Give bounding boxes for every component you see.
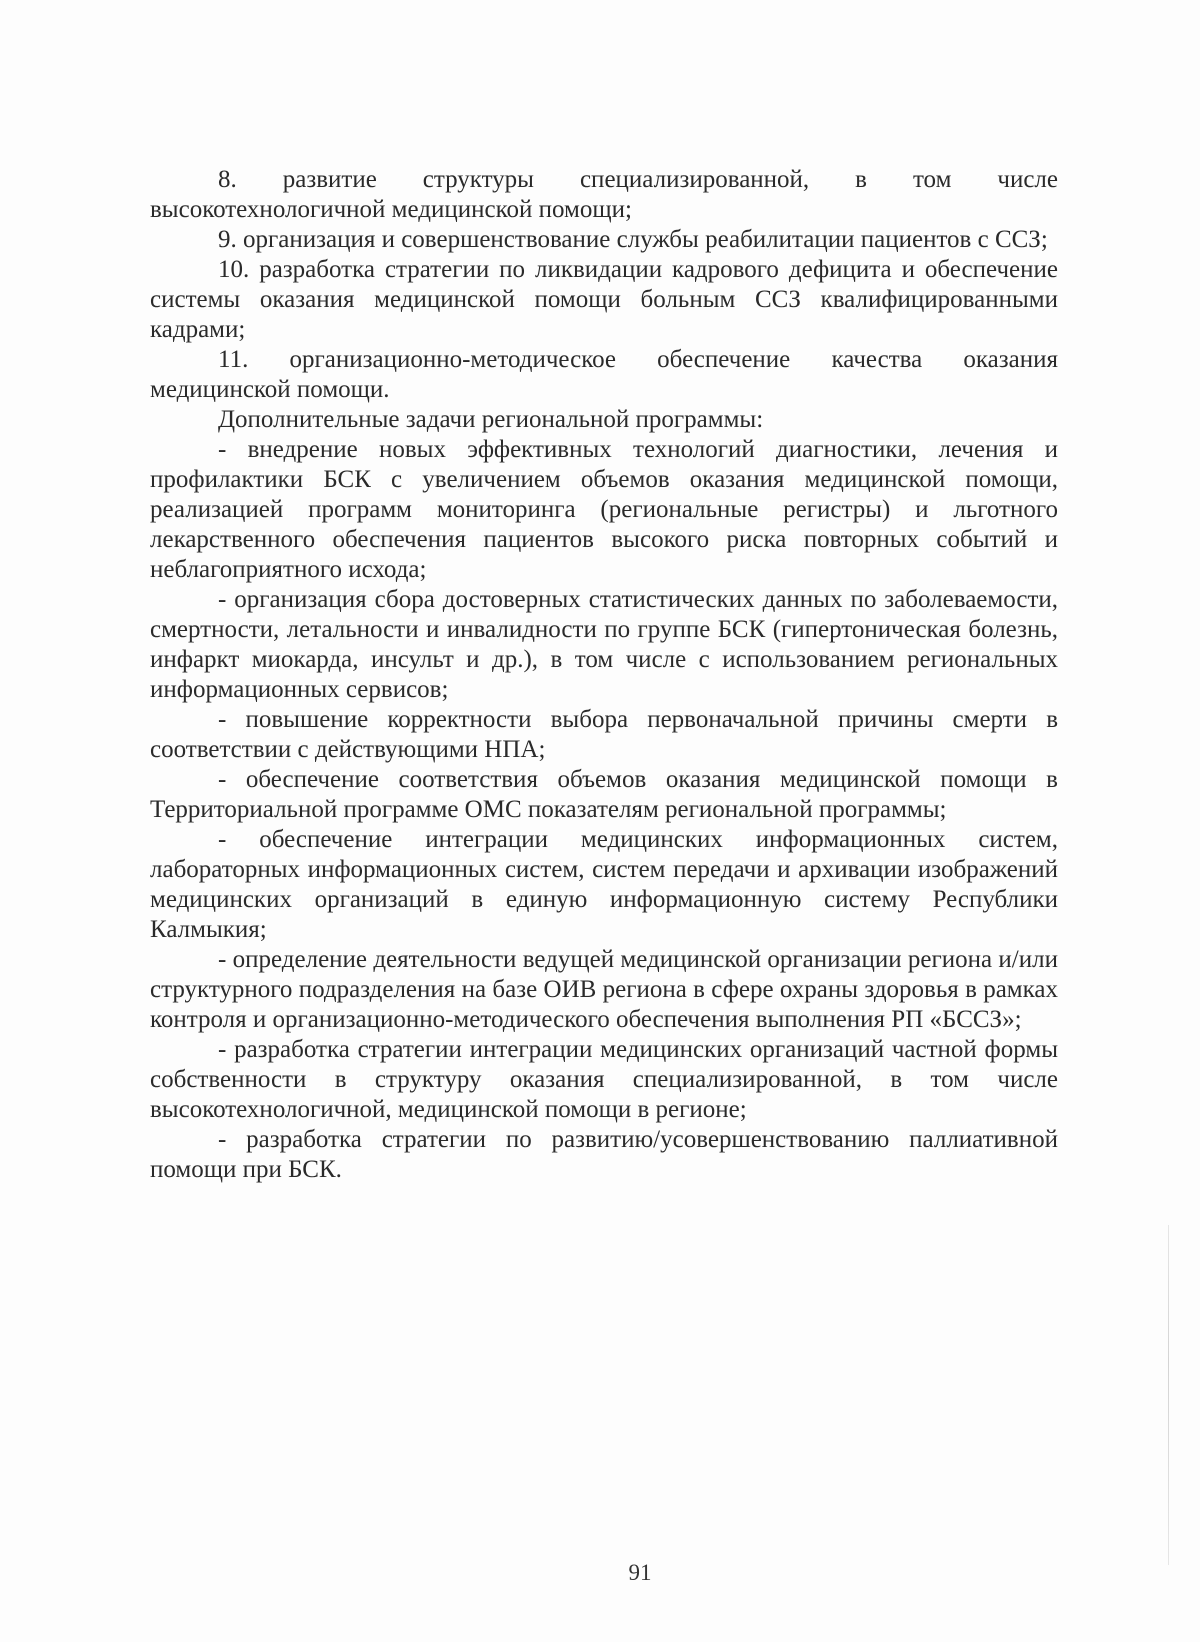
scan-edge-line — [1168, 1225, 1169, 1565]
paragraph-task-palliative: - разработка стратегии по развитию/усовершенствованию паллиативной помощи при БСК. — [150, 1126, 1058, 1183]
paragraph-item-11: 11. организационно-методическое обеспечение качества оказания медицинской помощи. — [150, 346, 1058, 403]
paragraph-item-9: 9. организация и совершенствование службы реабилитации пациентов с ССЗ; — [218, 226, 1048, 253]
paragraph-task-statistics: - организация сбора достоверных статистических данных по заболеваемости, смертности, летальности и инвалидности по группе БСК (гипертоническая болезнь, инфаркт миокарда, инсульт и др.), в том числе с использованием региональных информационных сервисов; — [150, 586, 1058, 703]
paragraph-task-private-organizations: - разработка стратегии интеграции медицинских организаций частной формы собственности в структуру оказания специализированной, в том числе высокотехнологичной, медицинской помощи в регионе; — [150, 1036, 1058, 1123]
paragraph-task-death-cause: - повышение корректности выбора первоначальной причины смерти в соответствии с действующими НПА; — [150, 706, 1058, 763]
paragraph-item-10: 10. разработка стратегии по ликвидации кадрового дефицита и обеспечение системы оказания медицинской помощи больным ССЗ квалифицированными кадрами; — [150, 256, 1058, 343]
paragraph-task-technologies: - внедрение новых эффективных технологий диагностики, лечения и профилактики БСК с увеличением объемов оказания медицинской помощи, реализацией программ мониторинга (региональные регистры) и льготного лекарственного обеспечения пациентов высокого риска повторных событий и неблагоприятного исхода; — [150, 436, 1058, 583]
paragraph-task-lead-organization: - определение деятельности ведущей медицинской организации региона и/или структурного подразделения на базе ОИВ региона в сфере охраны здоровья в рамках контроля и организационно-методического обеспечения выполнения РП «БССЗ»; — [150, 946, 1058, 1033]
paragraph-item-8: 8. развитие структуры специализированной, в том числе высокотехнологичной медицинской помощи; — [150, 166, 1058, 223]
page-number: 91 — [628, 1560, 652, 1585]
paragraph-task-integration: - обеспечение интеграции медицинских информационных систем, лабораторных информационных систем, систем передачи и архивации изображений медицинских организаций в единую информационную систему Республики Калмыкия; — [150, 826, 1058, 943]
paragraph-task-oms-volumes: - обеспечение соответствия объемов оказания медицинской помощи в Территориальной программе ОМС показателям региональной программы; — [150, 766, 1058, 823]
paragraph-additional-tasks-heading: Дополнительные задачи региональной программы: — [218, 406, 764, 433]
document-body — [150, 165, 1058, 1185]
